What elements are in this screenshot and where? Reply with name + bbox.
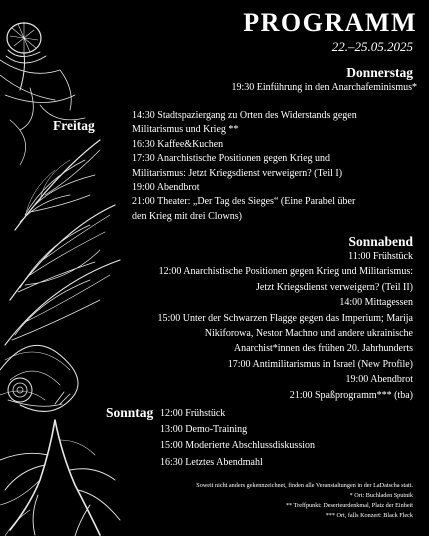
footnote-location-default: Soweit nicht anders gekennzeichnet, finden alle Veranstaltungen in der LaDatscha statt. (196, 482, 413, 489)
list-item: Militarismus und Krieg ** (132, 124, 239, 136)
list-item: 19:00 Abendbrot (132, 182, 200, 194)
list-item: 12:00 Frühstück (160, 408, 226, 419)
list-item: 14:30 Stadtspaziergang zu Orten des Widerstands gegen (132, 110, 357, 121)
day-heading-donnerstag: Donnerstag (346, 65, 413, 80)
freitag-schedule (132, 109, 357, 224)
list-item: 16:30 Kaffee&Kuchen (132, 138, 224, 150)
list-item: 15:00 Moderierte Abschlussdiskussion (160, 440, 315, 452)
day-heading-sonnabend: Sonnabend (348, 234, 413, 249)
list-item: 21:00 Spaßprogramm*** (tba) (289, 389, 413, 401)
list-item: 21:00 Theater: „Der Tag des Sieges“ (Eine Parabel über (132, 196, 356, 208)
list-item: Militarismus: Jetzt Kriegsdienst verweigern? (Teil I) (132, 167, 343, 179)
list-item: 19:00 Abendbrot (345, 374, 413, 386)
footnote-2: ** Treffpunkt: Deserteurdenkmal, Platz der Einheit (285, 502, 413, 509)
list-item: 12:00 Anarchistische Positionen gegen Krieg und Militarismus: (158, 266, 413, 278)
footnote-1: * Ort: Buchladen Sputnik (349, 492, 413, 499)
snail-icon (8, 378, 70, 406)
page-title: PROGRAMM (243, 8, 417, 37)
feather-icon (15, 140, 100, 230)
list-item: 14:00 Mittagessen (339, 297, 413, 309)
list-item: 15:00 Unter der Schwarzen Flagge gegen das Imperium; Marija (157, 312, 413, 324)
list-item: 13:00 Demo-Training (160, 424, 248, 436)
list-item: Nikiforowa, Nestor Machno und andere ukrainische (204, 328, 413, 340)
footnote-3: *** Ort, falls Konzert: Black Fleck (325, 512, 413, 519)
list-item: 11:00 Frühstück (348, 251, 413, 262)
list-item: 16:30 Letztes Abendmahl (160, 456, 263, 468)
list-item: den Krieg mit drei Clowns) (132, 210, 242, 222)
event-donnerstag-1930: 19:30 Einführung in den Anarchafeminismus* (231, 82, 417, 93)
tree-roots-icon (0, 420, 120, 536)
list-item: Anarchist*innen des frühen 20. Jahrhunderts (233, 343, 413, 355)
feather-icon (5, 260, 120, 345)
footnotes (196, 481, 413, 521)
sonnabend-schedule (158, 249, 413, 403)
botanical-illustration (0, 0, 150, 536)
day-heading-freitag: Freitag (53, 118, 95, 133)
feather-icon (10, 205, 115, 300)
sonntag-schedule (160, 406, 315, 471)
list-item: 17:00 Antimilitarismus in Israel (New Profile) (227, 358, 413, 370)
list-item: Jetzt Kriegsdienst verweigern? (Teil II) (255, 281, 413, 293)
thistle-icon (6, 22, 46, 90)
event-date-range: 22.–25.05.2025 (331, 39, 413, 54)
day-heading-sonntag: Sonntag (106, 405, 154, 420)
list-item: 17:30 Anarchistische Positionen gegen Krieg und (132, 153, 331, 165)
